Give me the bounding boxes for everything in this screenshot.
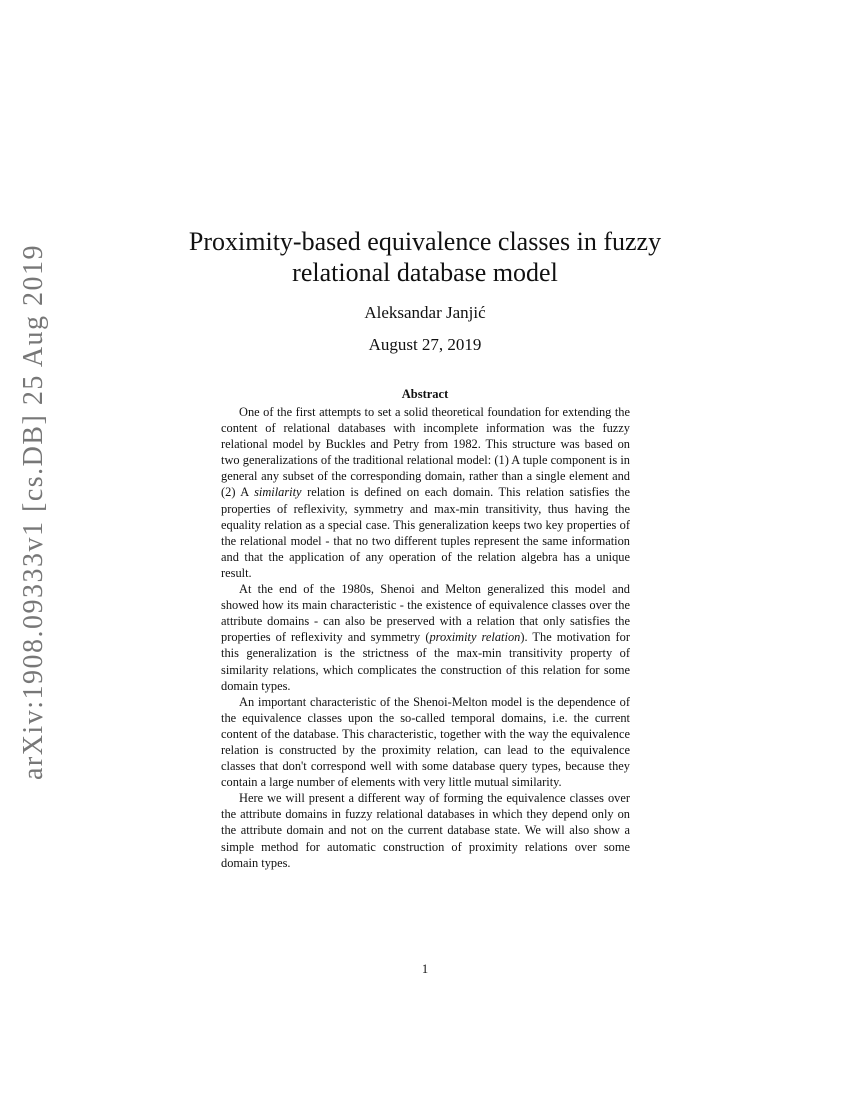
- abstract-paragraph: Here we will present a different way of forming the equivalence classes over the attribute domains in fuzzy relational databases in which they depend only on the attribute domain and not on the current database state. We will also show a simple method for automatic construction of proximity relations over some domain types.: [221, 791, 630, 870]
- arxiv-identifier: arXiv:1908.09333v1 [cs.DB] 25 Aug 2019: [18, 243, 50, 781]
- abstract-emphasis: similarity: [254, 485, 302, 500]
- abstract-text: At the end of the 1980s, Shenoi and Melton generalized this model and showed how its main characteristic - the existence of equivalence classes over the attribute domains - can also be preserved with a relation that only satisfies the properties of reflexivity and symmetry (: [221, 582, 630, 645]
- abstract-paragraph: [221, 404, 630, 581]
- paper-title-line: relational database model: [292, 258, 558, 287]
- author-name: Aleksandar Janjić: [364, 303, 486, 322]
- abstract-text: relation is defined on each domain. This relation satisfies the properties of reflexivity, symmetry and max-min transitivity, thus having the equality relation as a special case. This generalization keeps two key properties of the relational model - that no two different tuples represent the same information and that the application of any operation of the relation algebra has a unique result.: [221, 485, 630, 580]
- abstract-heading: Abstract: [401, 387, 449, 401]
- paper-title-line: Proximity-based equivalence classes in fuzzy: [188, 227, 662, 256]
- page-number: 1: [421, 962, 429, 976]
- publication-date: August 27, 2019: [368, 335, 482, 354]
- abstract-paragraph: An important characteristic of the Shenoi-Melton model is the dependence of the equivalence classes upon the so-called temporal domains, i.e. the current content of the database. This characteristic, together with the way the equivalence relation is constructed by the proximity relation, can lead to the equivalence classes that don't correspond well with some database query types, because they contain a large number of elements with very little mutual similarity.: [221, 694, 630, 790]
- abstract-emphasis: proximity relation: [429, 630, 521, 645]
- paper-title: [150, 226, 700, 288]
- abstract-text: One of the first attempts to set a solid theoretical foundation for extending the content of relational databases with incomplete information was the fuzzy relational model by Buckles and Petry from 1982. This structure was based on two generalizations of the traditional relational model: (1) A tuple component is in general any subset of the corresponding domain, rather than a single element and (2) A: [221, 405, 630, 500]
- abstract-paragraph: [221, 581, 630, 694]
- arxiv-sidebar: [14, 243, 54, 781]
- abstract-text: ). The motivation for this generalization is the strictness of the max-min transitivity property of similarity relations, which complicates the construction of this relation for some domain types.: [221, 630, 630, 693]
- abstract-body: [221, 404, 630, 871]
